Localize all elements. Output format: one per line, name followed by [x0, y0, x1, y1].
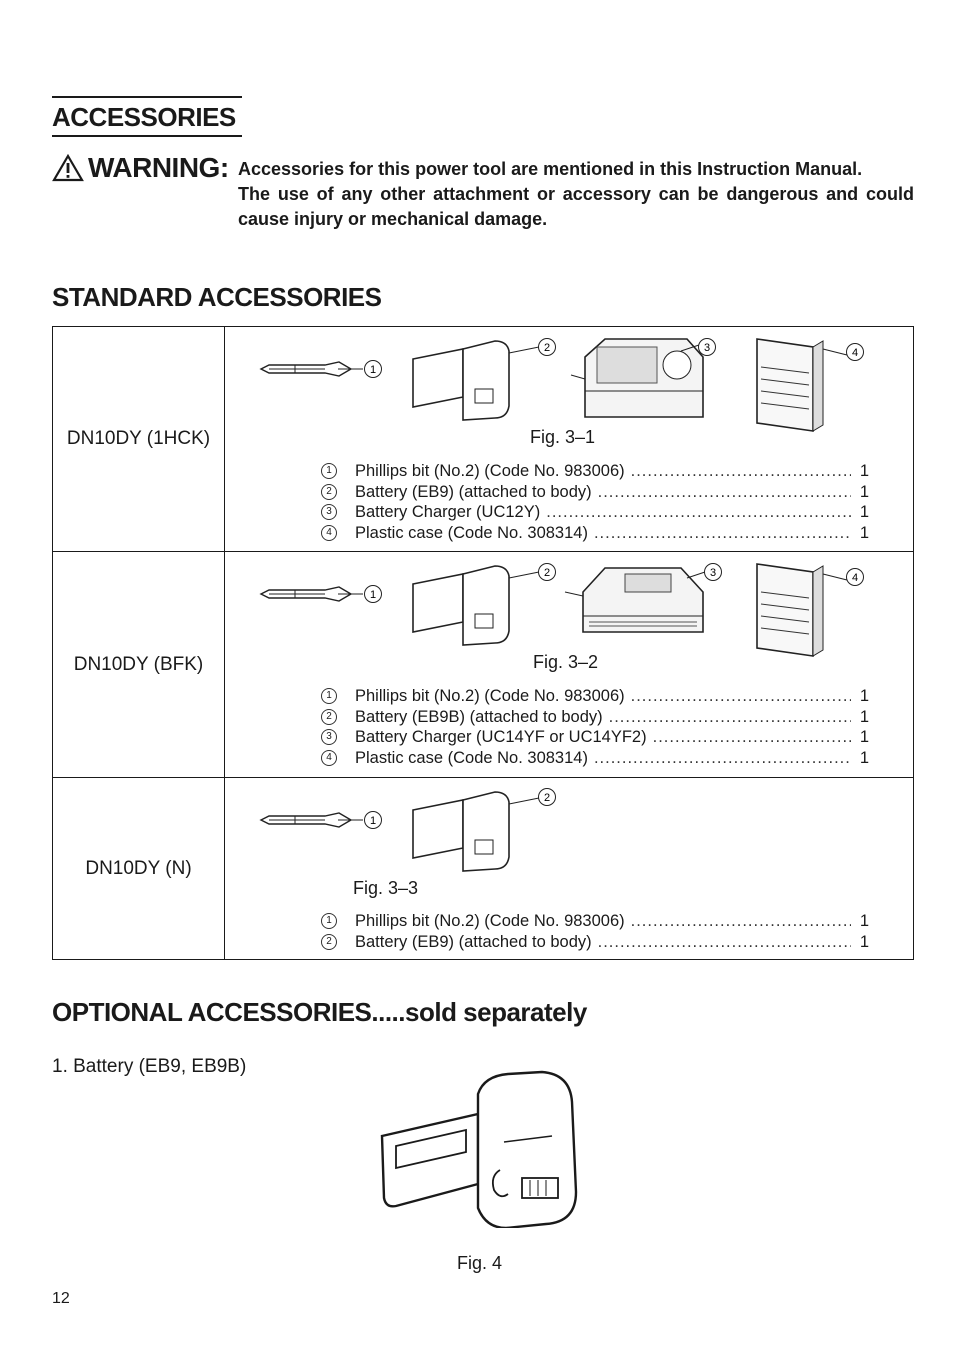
warning-label: WARNING: [88, 152, 229, 183]
battery-icon [413, 341, 539, 420]
standard-accessories-table [52, 326, 914, 960]
warning-heading [52, 152, 229, 184]
svg-text:2: 2 [543, 792, 551, 804]
phillips-bit-icon [261, 362, 363, 376]
callout-3-icon [705, 564, 722, 581]
figure-label: Fig. 3–3 [353, 878, 419, 898]
warning-line-1: Accessories for this power tool are mentioned in this Instruction Manual. [238, 159, 863, 179]
svg-text:1: 1 [369, 815, 377, 827]
plastic-case-icon [757, 564, 847, 656]
callout-1-icon [365, 812, 382, 829]
table-row [53, 327, 914, 552]
model-cell: DN10DY (BFK) [53, 552, 225, 778]
callout-2-icon [539, 339, 556, 356]
content-cell [225, 778, 914, 960]
accessories-title: ACCESSORIES [52, 96, 242, 137]
battery-icon [413, 566, 539, 645]
list-item: 2 Battery (EB9B) (attached to body) ..... 1 [321, 707, 869, 728]
optional-item-battery: 1. Battery (EB9, EB9B) [52, 1056, 247, 1077]
battery-large-icon [374, 1066, 594, 1228]
item-list [321, 461, 869, 543]
list-item: 1 Phillips bit (No.2) (Code No. 983006) ..... 1 [321, 461, 869, 482]
list-item: 2 Battery (EB9) (attached to body) ..... 1 [321, 482, 869, 503]
svg-text:3: 3 [703, 342, 711, 354]
plastic-case-icon [757, 339, 847, 431]
battery-icon [413, 792, 539, 871]
callout-4-icon [847, 569, 864, 586]
figure-label: Fig. 3–1 [530, 427, 596, 447]
table-row [53, 778, 914, 960]
item-list [321, 911, 869, 952]
callout-1-icon [365, 586, 382, 603]
svg-text:4: 4 [851, 572, 859, 584]
accessories-illustration [225, 778, 915, 878]
svg-text:3: 3 [709, 567, 717, 579]
list-item: 1 Phillips bit (No.2) (Code No. 983006) ..... 1 [321, 911, 869, 932]
svg-text:2: 2 [543, 342, 551, 354]
accessories-illustration [225, 552, 915, 660]
callout-1-icon [365, 361, 382, 378]
table-row [53, 552, 914, 778]
list-item: 4 Plastic case (Code No. 308314) ..... 1 [321, 523, 869, 544]
standard-accessories-title: STANDARD ACCESSORIES [52, 282, 382, 312]
battery-charger-icon [571, 339, 703, 417]
battery-charger-icon [565, 568, 705, 632]
list-item: 4 Plastic case (Code No. 308314) ..... 1 [321, 748, 869, 769]
list-item: 3 Battery Charger (UC14YF or UC14YF2) ..... 1 [321, 727, 869, 748]
model-cell: DN10DY (N) [53, 778, 225, 960]
svg-text:2: 2 [543, 567, 551, 579]
phillips-bit-icon [261, 813, 363, 827]
warning-triangle-icon [52, 154, 84, 182]
phillips-bit-icon [261, 587, 363, 601]
figure-4-label: Fig. 4 [457, 1253, 503, 1273]
warning-text [238, 157, 914, 232]
list-item: 2 Battery (EB9) (attached to body) ..... 1 [321, 932, 869, 953]
svg-text:1: 1 [369, 364, 377, 376]
svg-text:4: 4 [851, 347, 859, 359]
list-item: 1 Phillips bit (No.2) (Code No. 983006) ..... 1 [321, 686, 869, 707]
figure-label: Fig. 3–2 [533, 652, 599, 672]
callout-2-icon [539, 789, 556, 806]
content-cell [225, 327, 914, 552]
optional-accessories-title: OPTIONAL ACCESSORIES.....sold separately [52, 997, 587, 1027]
model-cell: DN10DY (1HCK) [53, 327, 225, 552]
list-item: 3 Battery Charger (UC12Y) ..... 1 [321, 502, 869, 523]
warning-line-2: The use of any other attachment or accessory can be dangerous and could cause injury or mechanical damage. [238, 184, 914, 229]
callout-3-icon [699, 339, 716, 356]
callout-2-icon [539, 564, 556, 581]
item-list [321, 686, 869, 768]
callout-4-icon [847, 344, 864, 361]
page-number: 12 [52, 1290, 70, 1307]
content-cell [225, 552, 914, 778]
svg-text:1: 1 [369, 589, 377, 601]
accessories-illustration [225, 327, 915, 435]
